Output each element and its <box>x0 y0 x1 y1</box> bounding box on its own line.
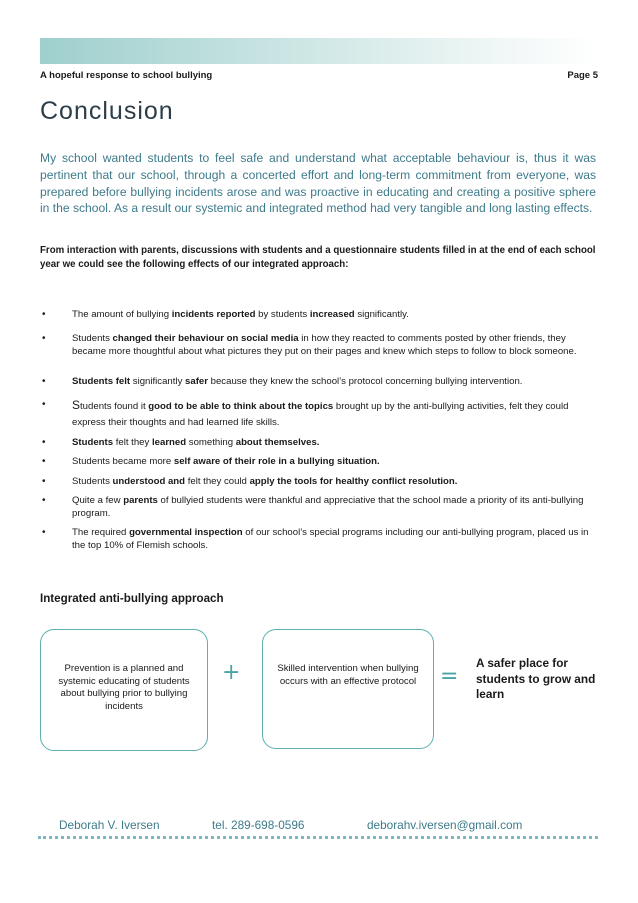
bullet-icon: • <box>42 399 46 410</box>
list-text-segment: felt they could <box>185 476 250 487</box>
list-text-segment: something <box>186 437 236 448</box>
list-item-text <box>72 494 596 520</box>
list-text-segment: by students <box>255 309 310 320</box>
prevention-text: Prevention is a planned and systemic educating of students about bullying prior to bullying incidents <box>58 663 190 712</box>
emphasis-text: good to be able to think about the topics <box>148 401 334 412</box>
bullet-icon: • <box>42 333 46 344</box>
page-title: Conclusion <box>40 97 174 125</box>
list-text-segment: Students <box>72 333 113 344</box>
list-text-segment: Students <box>72 476 113 487</box>
emphasis-text: Students felt <box>72 376 131 387</box>
emphasis-text: incidents reported <box>171 309 256 320</box>
emphasis-text: learned <box>151 437 187 448</box>
bullet-icon: • <box>42 527 46 538</box>
intervention-box <box>262 629 434 749</box>
list-item-text <box>72 475 596 488</box>
list-item-text <box>72 308 596 321</box>
prevention-box <box>40 629 208 751</box>
emphasis-text: changed their behaviour on social media <box>112 333 299 344</box>
running-title: A hopeful response to school bullying <box>40 70 213 81</box>
equals-sign: = <box>440 664 459 689</box>
diagram-heading: Integrated anti-bullying approach <box>40 592 224 605</box>
result-text: A safer place for students to grow and learn <box>476 656 596 701</box>
bullet-icon: • <box>42 309 46 320</box>
list-text-segment: S <box>72 398 81 412</box>
emphasis-text: governmental inspection <box>129 527 243 538</box>
list-text-segment: in how they reacted to comments posted by other friends, they became more thoughtful about what pictures they put on their pages and knew which steps to follow to block someone. <box>72 333 577 358</box>
list-item-text <box>72 436 596 449</box>
page-number: Page 5 <box>567 70 598 81</box>
running-header <box>40 70 598 84</box>
emphasis-text: understood and <box>112 476 186 487</box>
list-item-text <box>72 455 596 468</box>
intervention-text: Skilled intervention when bullying occurs with an effective protocol <box>277 663 419 687</box>
list-text-segment: brought up by the anti-bullying activities, felt they could express their thoughts and had learned life skills. <box>72 401 569 428</box>
emphasis-text: parents <box>123 495 158 506</box>
footer-email[interactable]: deborahv.iversen@gmail.com <box>367 818 523 832</box>
header-banner <box>40 38 598 64</box>
list-item-text <box>72 526 596 552</box>
footer-phone[interactable]: tel. 289-698-0596 <box>212 818 305 832</box>
bullet-icon: • <box>42 495 46 506</box>
footer <box>40 818 600 834</box>
list-item-text <box>72 332 596 358</box>
emphasis-text: self aware of their role in a bullying situation. <box>173 456 380 467</box>
list-text-segment: felt they <box>113 437 152 448</box>
bullet-icon: • <box>42 456 46 467</box>
plus-sign: + <box>222 660 241 685</box>
list-text-segment: The amount of bullying <box>72 309 172 320</box>
intro-paragraph: From interaction with parents, discussions with students and a questionnaire students filled in at the end of each school year we could see the following effects of our integrated approach: <box>40 245 596 270</box>
lead-paragraph: My school wanted students to feel safe and understand what acceptable behaviour is, thus it was pertinent that our school, through a concerted effort and long-term commitment from everyone, was prepared before bullying incidents arose and was proactive in educating and creating a positive sphere in the school. As a result our systemic and integrated method had very tangible and long lasting effects. <box>40 151 596 216</box>
emphasis-text: increased <box>309 309 355 320</box>
footer-name: Deborah V. Iversen <box>59 818 160 832</box>
list-text-segment: Students became more <box>72 456 174 467</box>
list-text-segment: Quite a few <box>72 495 124 506</box>
list-item-text <box>72 398 596 430</box>
footer-divider <box>38 836 598 839</box>
list-text-segment: The required <box>72 527 130 538</box>
list-item-text <box>72 375 596 388</box>
emphasis-text: Students <box>72 437 114 448</box>
bullet-icon: • <box>42 437 46 448</box>
list-text-segment: of bullyied students were thankful and appreciative that the school made a priority of its anti-bullying program. <box>72 495 584 520</box>
emphasis-text: apply the tools for healthy conflict resolution. <box>249 476 458 487</box>
list-text-segment: because they knew the school’s protocol concerning bullying intervention. <box>207 376 523 387</box>
list-text-segment: significantly. <box>354 309 409 320</box>
emphasis-text: safer <box>185 376 208 387</box>
list-text-segment: tudents found it <box>80 401 149 412</box>
bullet-icon: • <box>42 376 46 387</box>
emphasis-text: about themselves. <box>235 437 320 448</box>
bullet-icon: • <box>42 476 46 487</box>
list-text-segment: significantly <box>130 376 186 387</box>
list-text-segment: of our school’s special programs including our anti-bullying program, placed us in the top 10% of Flemish schools. <box>72 527 589 552</box>
